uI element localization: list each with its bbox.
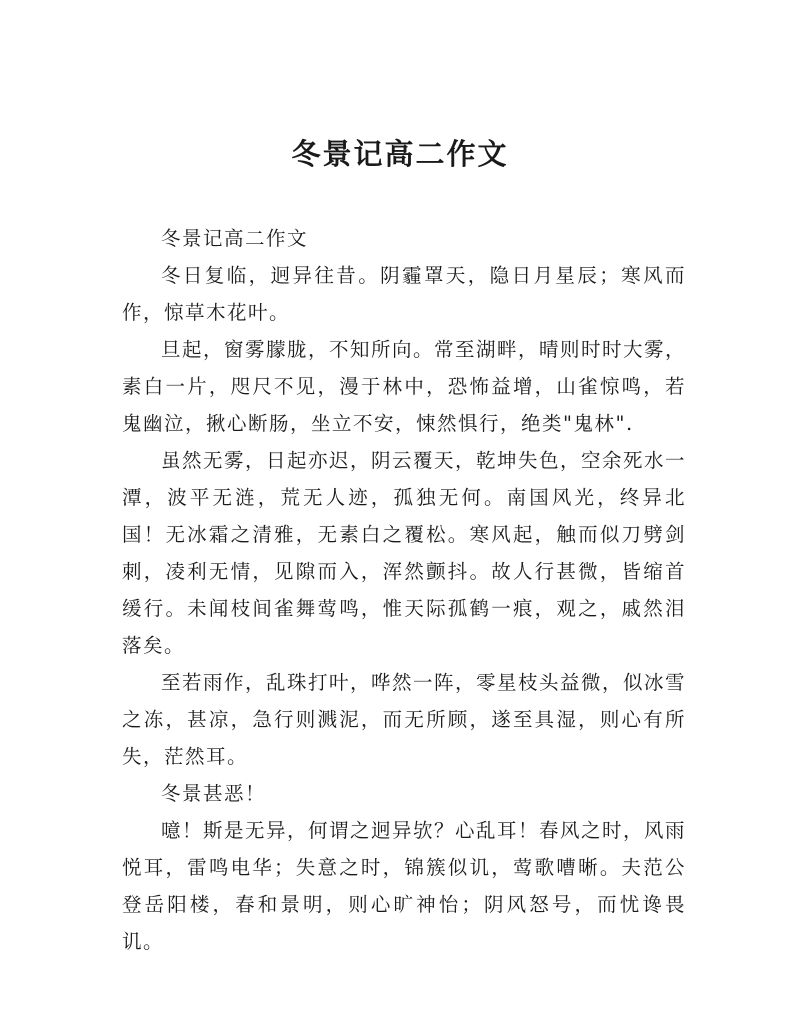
paragraph: 虽然无雾，日起亦迟，阴云覆天，乾坤失色，空余死水一潭，波平无涟，荒无人迹，孤独无何。南国风光，终异北国！无冰霜之清雅，无素白之覆松。寒风起，触而似刀劈剑刺，凌利无情，见隙而入，浑然颤抖。故人行甚微，皆缩首缓行。未闻枝间雀舞莺鸣，惟天际孤鹤一痕，观之，戚然泪落矣。 <box>122 449 687 657</box>
paragraph: 冬日复临，迥异往昔。阴霾罩天，隐日月星辰；寒风而作，惊草木花叶。 <box>122 264 686 324</box>
paragraph-heading: 冬景记高二作文 <box>161 227 309 250</box>
paragraph: 冬景甚恶！ <box>161 782 267 805</box>
document-title: 冬景记高二作文 <box>291 137 509 171</box>
paragraph: 旦起，窗雾朦胧，不知所向。常至湖畔，晴则时时大雾，素白一片，咫尺不见，漫于林中，恐怖益增，山雀惊鸣，若鬼幽泣，揪心断肠，坐立不安，悚然惧行，绝类"鬼林". <box>122 338 687 435</box>
paragraph: 噫！斯是无异，何谓之迥异欤？心乱耳！春风之时，风雨悦耳，雷鸣电华；失意之时，锦簇似讥，莺歌嘈晰。夫范公登岳阳楼，春和景明，则心旷神怡；阴风怒号，而忧谗畏讥。 <box>122 819 687 953</box>
paragraph: 至若雨作，乱珠打叶，哗然一阵，零星枝头益微，似冰雪之冻，甚凉，急行则溅泥，而无所顾，遂至具湿，则心有所失，茫然耳。 <box>122 671 687 768</box>
document-body <box>122 220 686 960</box>
